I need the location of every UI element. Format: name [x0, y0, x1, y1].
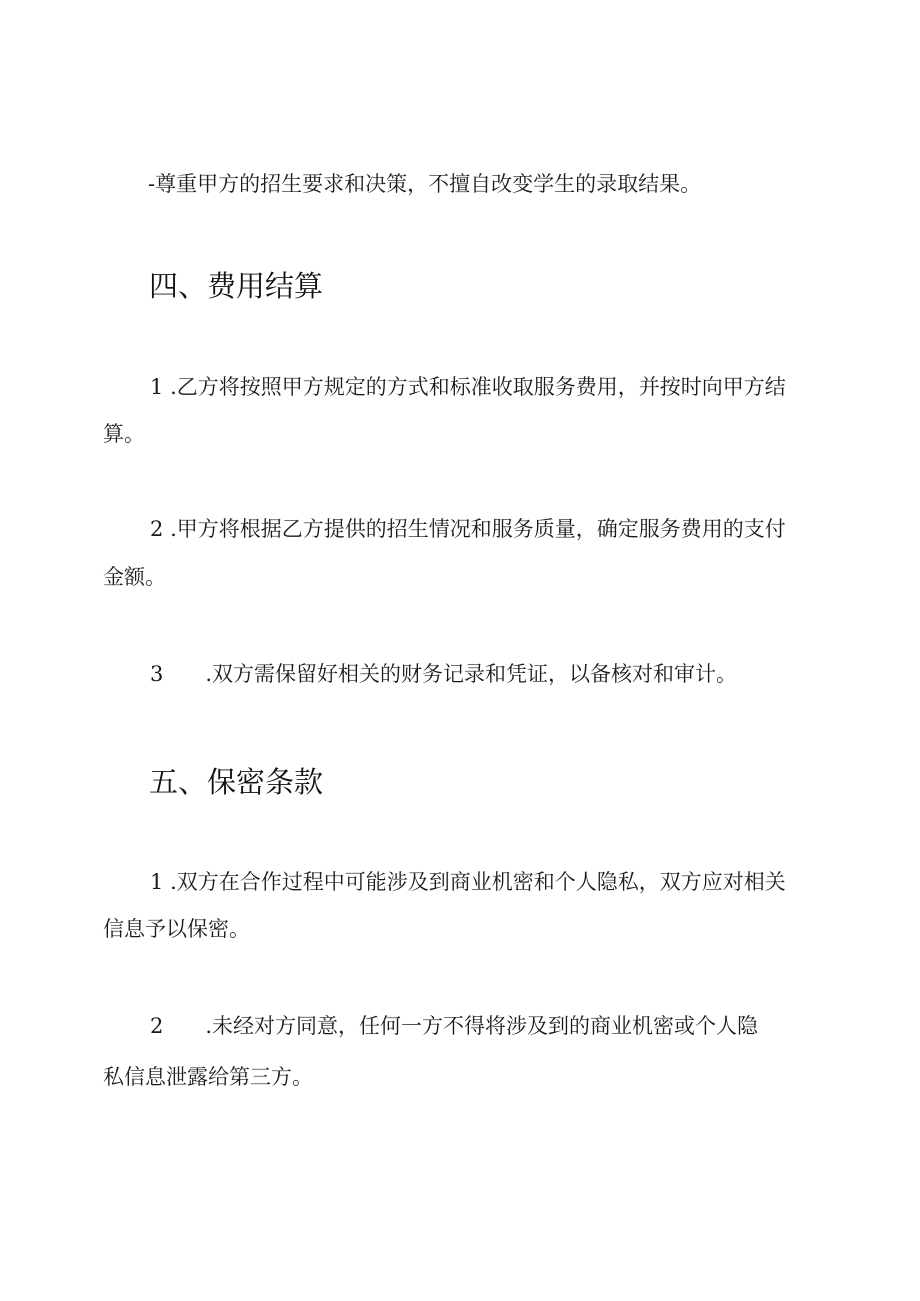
item-text-continued: 私信息泄露给第三方。	[103, 1065, 313, 1089]
item-number: 1	[150, 375, 164, 399]
confidentiality-item-2-line-1	[150, 1012, 758, 1040]
fees-item-2-line-1	[150, 515, 786, 543]
item-text: .甲方将根据乙方提供的招生情况和服务质量，确定服务费用的支付	[170, 517, 786, 541]
item-text-continued: 金额。	[103, 565, 166, 589]
item-number: 2	[150, 1014, 164, 1038]
item-text-continued: 信息予以保密。	[103, 917, 250, 941]
fees-item-1-line-1	[150, 373, 786, 401]
paragraph-respect-decisions	[148, 170, 701, 198]
section-heading-confidentiality: 五、保密条款	[149, 765, 324, 799]
confidentiality-item-1-line-2	[103, 915, 250, 943]
item-number: 1	[150, 870, 164, 894]
item-text: .双方在合作过程中可能涉及到商业机密和个人隐私，双方应对相关	[170, 870, 786, 894]
section-heading-fees: 四、费用结算	[149, 269, 324, 303]
confidentiality-item-1-line-1	[150, 868, 786, 896]
item-number: 3	[150, 662, 164, 686]
item-number: 2	[150, 517, 164, 541]
item-text: .双方需保留好相关的财务记录和凭证，以备核对和审计。	[205, 662, 738, 686]
fees-item-1-line-2	[103, 420, 145, 448]
paragraph-text: -尊重甲方的招生要求和决策，不擅自改变学生的录取结果。	[148, 172, 702, 196]
item-text-continued: 算。	[103, 422, 145, 446]
item-text: .未经对方同意，任何一方不得将涉及到的商业机密或个人隐	[205, 1014, 759, 1038]
fees-item-3-line-1	[150, 660, 737, 688]
confidentiality-item-2-line-2	[103, 1063, 313, 1091]
fees-item-2-line-2	[103, 563, 166, 591]
item-text: .乙方将按照甲方规定的方式和标准收取服务费用，并按时向甲方结	[170, 375, 786, 399]
